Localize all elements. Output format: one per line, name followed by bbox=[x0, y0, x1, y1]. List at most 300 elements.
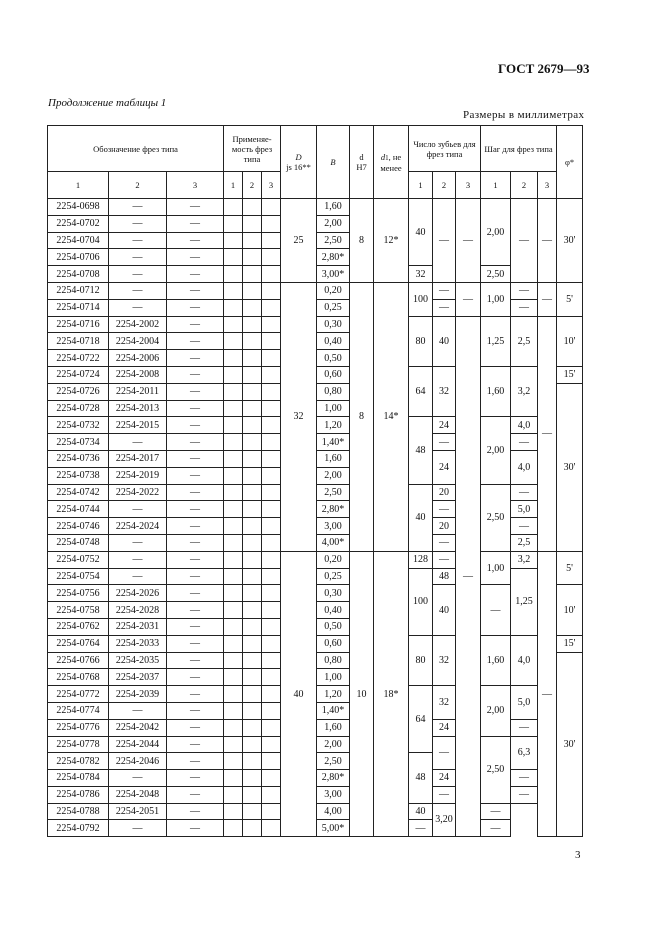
cell-pitch2: 4,0 bbox=[511, 635, 538, 685]
cell-applicability bbox=[224, 232, 243, 249]
cell-t1: 2254-0788 bbox=[48, 803, 109, 820]
cell-applicability bbox=[243, 383, 262, 400]
cell-t1: 2254-0706 bbox=[48, 249, 109, 266]
cell-t3: — bbox=[167, 518, 224, 535]
subheader-1: 1 bbox=[48, 172, 109, 199]
cell-t1: 2254-0712 bbox=[48, 282, 109, 299]
cell-applicability bbox=[243, 551, 262, 568]
cell-pitch2: 2,5 bbox=[511, 534, 538, 551]
cell-applicability bbox=[262, 199, 281, 216]
cell-t2: — bbox=[109, 702, 167, 719]
cell-t1: 2254-0776 bbox=[48, 719, 109, 736]
cell-t3: — bbox=[167, 568, 224, 585]
cell-b: 2,00 bbox=[317, 467, 350, 484]
cell-teeth2: 24 bbox=[433, 770, 456, 787]
cell-t2: 2254-2028 bbox=[109, 602, 167, 619]
cell-teeth1: 64 bbox=[409, 686, 433, 753]
cell-teeth1: 40 bbox=[409, 484, 433, 551]
cell-t2: 2254-2008 bbox=[109, 366, 167, 383]
cell-b: 0,30 bbox=[317, 585, 350, 602]
cell-t1: 2254-0766 bbox=[48, 652, 109, 669]
cell-b: 1,00 bbox=[317, 400, 350, 417]
cell-b: 3,00* bbox=[317, 266, 350, 283]
cell-applicability bbox=[224, 568, 243, 585]
cell-applicability bbox=[224, 602, 243, 619]
cell-applicability bbox=[243, 534, 262, 551]
cell-t3: — bbox=[167, 484, 224, 501]
cell-applicability bbox=[224, 652, 243, 669]
cell-pitch2: 5,0 bbox=[511, 686, 538, 720]
cell-applicability bbox=[243, 316, 262, 333]
cell-t1: 2254-0782 bbox=[48, 753, 109, 770]
subheader-1: 1 bbox=[481, 172, 511, 199]
cell-t3: — bbox=[167, 551, 224, 568]
cell-applicability bbox=[224, 618, 243, 635]
cell-applicability bbox=[243, 501, 262, 518]
cell-teeth2: 24 bbox=[433, 417, 456, 434]
cell-b: 0,80 bbox=[317, 383, 350, 400]
cell-teeth2: 48 bbox=[433, 568, 456, 585]
cell-applicability bbox=[243, 299, 262, 316]
cell-applicability bbox=[243, 249, 262, 266]
cell-t3: — bbox=[167, 333, 224, 350]
cell-teeth2: — bbox=[433, 786, 456, 803]
cell-t1: 2254-0724 bbox=[48, 366, 109, 383]
cell-d1: 18* bbox=[374, 551, 409, 837]
cell-applicability bbox=[224, 719, 243, 736]
cell-applicability bbox=[243, 686, 262, 703]
table-row bbox=[48, 282, 583, 299]
cell-b: 0,30 bbox=[317, 316, 350, 333]
cell-applicability bbox=[224, 669, 243, 686]
cell-pitch1: 3,20 bbox=[433, 803, 456, 837]
cell-applicability bbox=[224, 518, 243, 535]
cell-pitch1: 1,00 bbox=[481, 551, 511, 585]
cell-t2: — bbox=[109, 770, 167, 787]
cell-applicability bbox=[224, 753, 243, 770]
cell-teeth2: — bbox=[433, 282, 456, 299]
cell-pitch2: 3,2 bbox=[511, 366, 538, 416]
cell-teeth1: 48 bbox=[409, 417, 433, 484]
cell-teeth2: 40 bbox=[433, 316, 456, 366]
cell-pitch1: 2,00 bbox=[481, 686, 511, 736]
cell-b: 3,00 bbox=[317, 786, 350, 803]
cell-t3: — bbox=[167, 282, 224, 299]
cell-applicability bbox=[243, 400, 262, 417]
cell-pitch3: — bbox=[538, 199, 557, 283]
cell-t1: 2254-0726 bbox=[48, 383, 109, 400]
cell-phi: 10' bbox=[557, 316, 583, 366]
cell-applicability bbox=[224, 215, 243, 232]
cell-applicability bbox=[224, 484, 243, 501]
cell-t3: — bbox=[167, 618, 224, 635]
cell-t1: 2254-0754 bbox=[48, 568, 109, 585]
cell-t2: — bbox=[109, 551, 167, 568]
cell-t1: 2254-0768 bbox=[48, 669, 109, 686]
cell-pitch3: — bbox=[538, 316, 557, 551]
cell-t3: — bbox=[167, 534, 224, 551]
cell-dh7: 8 bbox=[350, 282, 374, 551]
cell-applicability bbox=[262, 719, 281, 736]
cell-t1: 2254-0738 bbox=[48, 467, 109, 484]
cell-b: 2,00 bbox=[317, 736, 350, 753]
cell-phi: 5' bbox=[557, 282, 583, 316]
cell-pitch2: 2,5 bbox=[511, 316, 538, 366]
cell-t2: 2254-2004 bbox=[109, 333, 167, 350]
cell-applicability bbox=[243, 518, 262, 535]
cell-phi: 15' bbox=[557, 635, 583, 652]
cell-d: 25 bbox=[281, 199, 317, 283]
cell-t3: — bbox=[167, 299, 224, 316]
subheader-3: 3 bbox=[456, 172, 481, 199]
cell-teeth2: — bbox=[433, 534, 456, 551]
cell-t1: 2254-0718 bbox=[48, 333, 109, 350]
cell-applicability bbox=[243, 669, 262, 686]
cell-applicability bbox=[262, 518, 281, 535]
cell-b: 0,25 bbox=[317, 568, 350, 585]
cutter-dimensions-table bbox=[47, 125, 583, 837]
cell-applicability bbox=[262, 450, 281, 467]
cell-applicability bbox=[224, 736, 243, 753]
cell-applicability bbox=[262, 333, 281, 350]
cell-pitch2: — bbox=[511, 484, 538, 501]
cell-applicability bbox=[262, 232, 281, 249]
cell-applicability bbox=[224, 333, 243, 350]
cell-t2: 2254-2011 bbox=[109, 383, 167, 400]
cell-pitch2: 5,0 bbox=[511, 501, 538, 518]
cell-t2: — bbox=[109, 249, 167, 266]
cell-teeth1: — bbox=[409, 820, 433, 837]
cell-applicability bbox=[262, 266, 281, 283]
cell-applicability bbox=[262, 786, 281, 803]
cell-teeth3: — bbox=[456, 316, 481, 837]
cell-pitch3: — bbox=[538, 282, 557, 316]
cell-applicability bbox=[262, 215, 281, 232]
cell-applicability bbox=[262, 383, 281, 400]
cell-t3: — bbox=[167, 232, 224, 249]
cell-t3: — bbox=[167, 383, 224, 400]
page-number: 3 bbox=[575, 849, 581, 861]
cell-teeth2: 20 bbox=[433, 518, 456, 535]
cell-b: 0,40 bbox=[317, 333, 350, 350]
cell-applicability bbox=[262, 753, 281, 770]
cell-applicability bbox=[262, 635, 281, 652]
cell-teeth2: 32 bbox=[433, 686, 456, 720]
cell-dh7: 10 bbox=[350, 551, 374, 837]
cell-t2: 2254-2019 bbox=[109, 467, 167, 484]
cell-applicability bbox=[224, 467, 243, 484]
cell-applicability bbox=[224, 635, 243, 652]
cell-applicability bbox=[262, 366, 281, 383]
cell-applicability bbox=[243, 702, 262, 719]
subheader-1: 1 bbox=[409, 172, 433, 199]
cell-b: 0,20 bbox=[317, 282, 350, 299]
subheader-2: 2 bbox=[109, 172, 167, 199]
cell-t2: 2254-2017 bbox=[109, 450, 167, 467]
header-d1: d1, не менее bbox=[374, 126, 409, 199]
cell-t3: — bbox=[167, 635, 224, 652]
cell-applicability bbox=[243, 585, 262, 602]
cell-applicability bbox=[243, 770, 262, 787]
subheader-2: 2 bbox=[243, 172, 262, 199]
cell-t3: — bbox=[167, 585, 224, 602]
cell-applicability bbox=[243, 215, 262, 232]
cell-t2: 2254-2044 bbox=[109, 736, 167, 753]
cell-b: 1,40* bbox=[317, 434, 350, 451]
cell-t1: 2254-0722 bbox=[48, 350, 109, 367]
cell-b: 2,50 bbox=[317, 484, 350, 501]
cell-b: 2,80* bbox=[317, 501, 350, 518]
cell-t2: — bbox=[109, 266, 167, 283]
cell-pitch2: 4,0 bbox=[511, 417, 538, 434]
cell-applicability bbox=[262, 501, 281, 518]
cell-applicability bbox=[243, 635, 262, 652]
cell-pitch2: — bbox=[511, 719, 538, 736]
cell-b: 5,00* bbox=[317, 820, 350, 837]
cell-applicability bbox=[243, 753, 262, 770]
cell-applicability bbox=[262, 585, 281, 602]
cell-pitch2: — bbox=[511, 434, 538, 451]
cell-b: 1,40* bbox=[317, 702, 350, 719]
cell-t1: 2254-0732 bbox=[48, 417, 109, 434]
cell-b: 4,00* bbox=[317, 534, 350, 551]
cell-applicability bbox=[224, 803, 243, 820]
cell-applicability bbox=[243, 719, 262, 736]
cell-applicability bbox=[262, 282, 281, 299]
cell-d1: 14* bbox=[374, 282, 409, 551]
cell-t2: 2254-2026 bbox=[109, 585, 167, 602]
cell-teeth1: 64 bbox=[409, 366, 433, 416]
cell-applicability bbox=[224, 266, 243, 283]
cell-applicability bbox=[243, 417, 262, 434]
cell-applicability bbox=[262, 803, 281, 820]
cell-applicability bbox=[224, 350, 243, 367]
cell-applicability bbox=[243, 568, 262, 585]
cell-t2: — bbox=[109, 820, 167, 837]
cell-pitch3: — bbox=[538, 551, 557, 837]
cell-b: 2,80* bbox=[317, 770, 350, 787]
cell-t1: 2254-0736 bbox=[48, 450, 109, 467]
cell-applicability bbox=[224, 282, 243, 299]
cell-applicability bbox=[262, 551, 281, 568]
cell-t2: — bbox=[109, 568, 167, 585]
cell-phi: 30' bbox=[557, 199, 583, 283]
cell-t3: — bbox=[167, 501, 224, 518]
cell-teeth2: 32 bbox=[433, 366, 456, 416]
cell-applicability bbox=[224, 534, 243, 551]
cell-t2: 2254-2035 bbox=[109, 652, 167, 669]
table-row bbox=[48, 551, 583, 568]
subheader-3: 3 bbox=[167, 172, 224, 199]
cell-t2: 2254-2042 bbox=[109, 719, 167, 736]
cell-phi: 15' bbox=[557, 366, 583, 383]
subheader-2: 2 bbox=[433, 172, 456, 199]
cell-teeth2: 40 bbox=[433, 585, 456, 635]
cell-applicability bbox=[224, 702, 243, 719]
cell-applicability bbox=[262, 400, 281, 417]
cell-applicability bbox=[243, 282, 262, 299]
cell-t2: 2254-2031 bbox=[109, 618, 167, 635]
header-d: D js 16** bbox=[281, 126, 317, 199]
cell-pitch1: 1,00 bbox=[481, 282, 511, 316]
cell-applicability bbox=[262, 770, 281, 787]
cell-pitch1: 2,50 bbox=[481, 736, 511, 803]
cell-t2: 2254-2048 bbox=[109, 786, 167, 803]
cell-b: 3,00 bbox=[317, 518, 350, 535]
cell-b: 2,00 bbox=[317, 215, 350, 232]
cell-teeth2: — bbox=[433, 501, 456, 518]
cell-applicability bbox=[262, 669, 281, 686]
cell-t3: — bbox=[167, 770, 224, 787]
cell-b: 1,20 bbox=[317, 417, 350, 434]
cell-t1: 2254-0734 bbox=[48, 434, 109, 451]
cell-applicability bbox=[224, 366, 243, 383]
cell-teeth1: 32 bbox=[409, 266, 433, 283]
cell-teeth1: 80 bbox=[409, 635, 433, 685]
cell-t2: 2254-2033 bbox=[109, 635, 167, 652]
cell-t2: 2254-2024 bbox=[109, 518, 167, 535]
cell-phi: 5' bbox=[557, 551, 583, 585]
cell-pitch2: 3,2 bbox=[511, 551, 538, 568]
cell-pitch1: 2,50 bbox=[481, 484, 511, 551]
cell-pitch1: 1,60 bbox=[481, 366, 511, 416]
cell-applicability bbox=[243, 366, 262, 383]
cell-d: 32 bbox=[281, 282, 317, 551]
cell-applicability bbox=[224, 299, 243, 316]
cell-t2: 2254-2051 bbox=[109, 803, 167, 820]
cell-teeth1: 40 bbox=[409, 199, 433, 266]
cell-applicability bbox=[224, 199, 243, 216]
cell-applicability bbox=[243, 232, 262, 249]
cell-t1: 2254-0704 bbox=[48, 232, 109, 249]
cell-t2: — bbox=[109, 282, 167, 299]
cell-pitch2: — bbox=[511, 282, 538, 299]
cell-applicability bbox=[224, 551, 243, 568]
cell-applicability bbox=[262, 316, 281, 333]
cell-applicability bbox=[243, 350, 262, 367]
cell-applicability bbox=[243, 484, 262, 501]
cell-pitch1: 2,50 bbox=[481, 266, 511, 283]
cell-applicability bbox=[224, 434, 243, 451]
cell-applicability bbox=[243, 467, 262, 484]
cell-b: 0,25 bbox=[317, 299, 350, 316]
cell-applicability bbox=[262, 467, 281, 484]
cell-applicability bbox=[262, 602, 281, 619]
header-pitch: Шаг для фрез типа bbox=[481, 126, 557, 172]
cell-t1: 2254-0762 bbox=[48, 618, 109, 635]
cell-pitch2: 6,3 bbox=[511, 736, 538, 770]
document-code: ГОСТ 2679—93 bbox=[498, 61, 590, 76]
cell-b: 0,20 bbox=[317, 551, 350, 568]
cell-teeth1: 40 bbox=[409, 803, 433, 820]
cell-t1: 2254-0714 bbox=[48, 299, 109, 316]
cell-applicability bbox=[262, 484, 281, 501]
cell-teeth1: 80 bbox=[409, 316, 433, 366]
cell-applicability bbox=[224, 501, 243, 518]
header-applicability: Применяе-мость фрез типа bbox=[224, 126, 281, 172]
cell-applicability bbox=[262, 417, 281, 434]
cell-t2: 2254-2006 bbox=[109, 350, 167, 367]
cell-applicability bbox=[262, 350, 281, 367]
cell-applicability bbox=[262, 820, 281, 837]
cell-pitch2: — bbox=[511, 518, 538, 535]
cell-t3: — bbox=[167, 736, 224, 753]
cell-t2: 2254-2015 bbox=[109, 417, 167, 434]
cell-applicability bbox=[243, 199, 262, 216]
cell-t3: — bbox=[167, 199, 224, 216]
subheader-2: 2 bbox=[511, 172, 538, 199]
cell-t1: 2254-0716 bbox=[48, 316, 109, 333]
cell-pitch2: 4,0 bbox=[511, 450, 538, 484]
cell-b: 1,60 bbox=[317, 719, 350, 736]
cell-teeth2: — bbox=[433, 434, 456, 451]
cell-applicability bbox=[224, 450, 243, 467]
cell-t3: — bbox=[167, 786, 224, 803]
cell-pitch1: 2,00 bbox=[481, 199, 511, 266]
cell-t3: — bbox=[167, 753, 224, 770]
cell-applicability bbox=[243, 266, 262, 283]
cell-applicability bbox=[243, 450, 262, 467]
cell-applicability bbox=[224, 249, 243, 266]
cell-applicability bbox=[243, 602, 262, 619]
cell-t3: — bbox=[167, 702, 224, 719]
cell-applicability bbox=[224, 770, 243, 787]
cell-d: 40 bbox=[281, 551, 317, 837]
cell-b: 0,60 bbox=[317, 366, 350, 383]
cell-t2: — bbox=[109, 232, 167, 249]
cell-applicability bbox=[224, 417, 243, 434]
cell-phi: 30' bbox=[557, 652, 583, 837]
cell-b: 0,50 bbox=[317, 618, 350, 635]
cell-pitch2: — bbox=[511, 770, 538, 787]
table-continuation-label: Продолжение таблицы 1 bbox=[48, 97, 167, 109]
cell-t1: 2254-0784 bbox=[48, 770, 109, 787]
cell-applicability bbox=[243, 786, 262, 803]
header-designation: Обозначение фрез типа bbox=[48, 126, 224, 172]
cell-b: 1,60 bbox=[317, 199, 350, 216]
cell-applicability bbox=[262, 534, 281, 551]
cell-applicability bbox=[262, 736, 281, 753]
cell-t3: — bbox=[167, 467, 224, 484]
cell-t3: — bbox=[167, 719, 224, 736]
cell-pitch2: — bbox=[481, 820, 511, 837]
header-phi: φ* bbox=[557, 126, 583, 199]
cell-applicability bbox=[262, 568, 281, 585]
cell-t3: — bbox=[167, 686, 224, 703]
cell-t3: — bbox=[167, 450, 224, 467]
cell-b: 1,60 bbox=[317, 450, 350, 467]
cell-t1: 2254-0792 bbox=[48, 820, 109, 837]
cell-b: 4,00 bbox=[317, 803, 350, 820]
cell-b: 0,60 bbox=[317, 635, 350, 652]
cell-applicability bbox=[224, 316, 243, 333]
cell-t1: 2254-0728 bbox=[48, 400, 109, 417]
cell-applicability bbox=[262, 702, 281, 719]
cell-pitch1: 1,60 bbox=[481, 635, 511, 685]
cell-applicability bbox=[243, 618, 262, 635]
subheader-3: 3 bbox=[262, 172, 281, 199]
cell-t3: — bbox=[167, 820, 224, 837]
cell-t3: — bbox=[167, 602, 224, 619]
cell-applicability bbox=[224, 383, 243, 400]
cell-pitch1: 1,25 bbox=[481, 316, 511, 366]
subheader-3: 3 bbox=[538, 172, 557, 199]
cell-pitch2: — bbox=[511, 199, 538, 283]
cell-teeth1: 128 bbox=[409, 551, 433, 568]
cell-t2: 2254-2037 bbox=[109, 669, 167, 686]
cell-teeth2: — bbox=[433, 736, 456, 770]
cell-applicability bbox=[243, 652, 262, 669]
